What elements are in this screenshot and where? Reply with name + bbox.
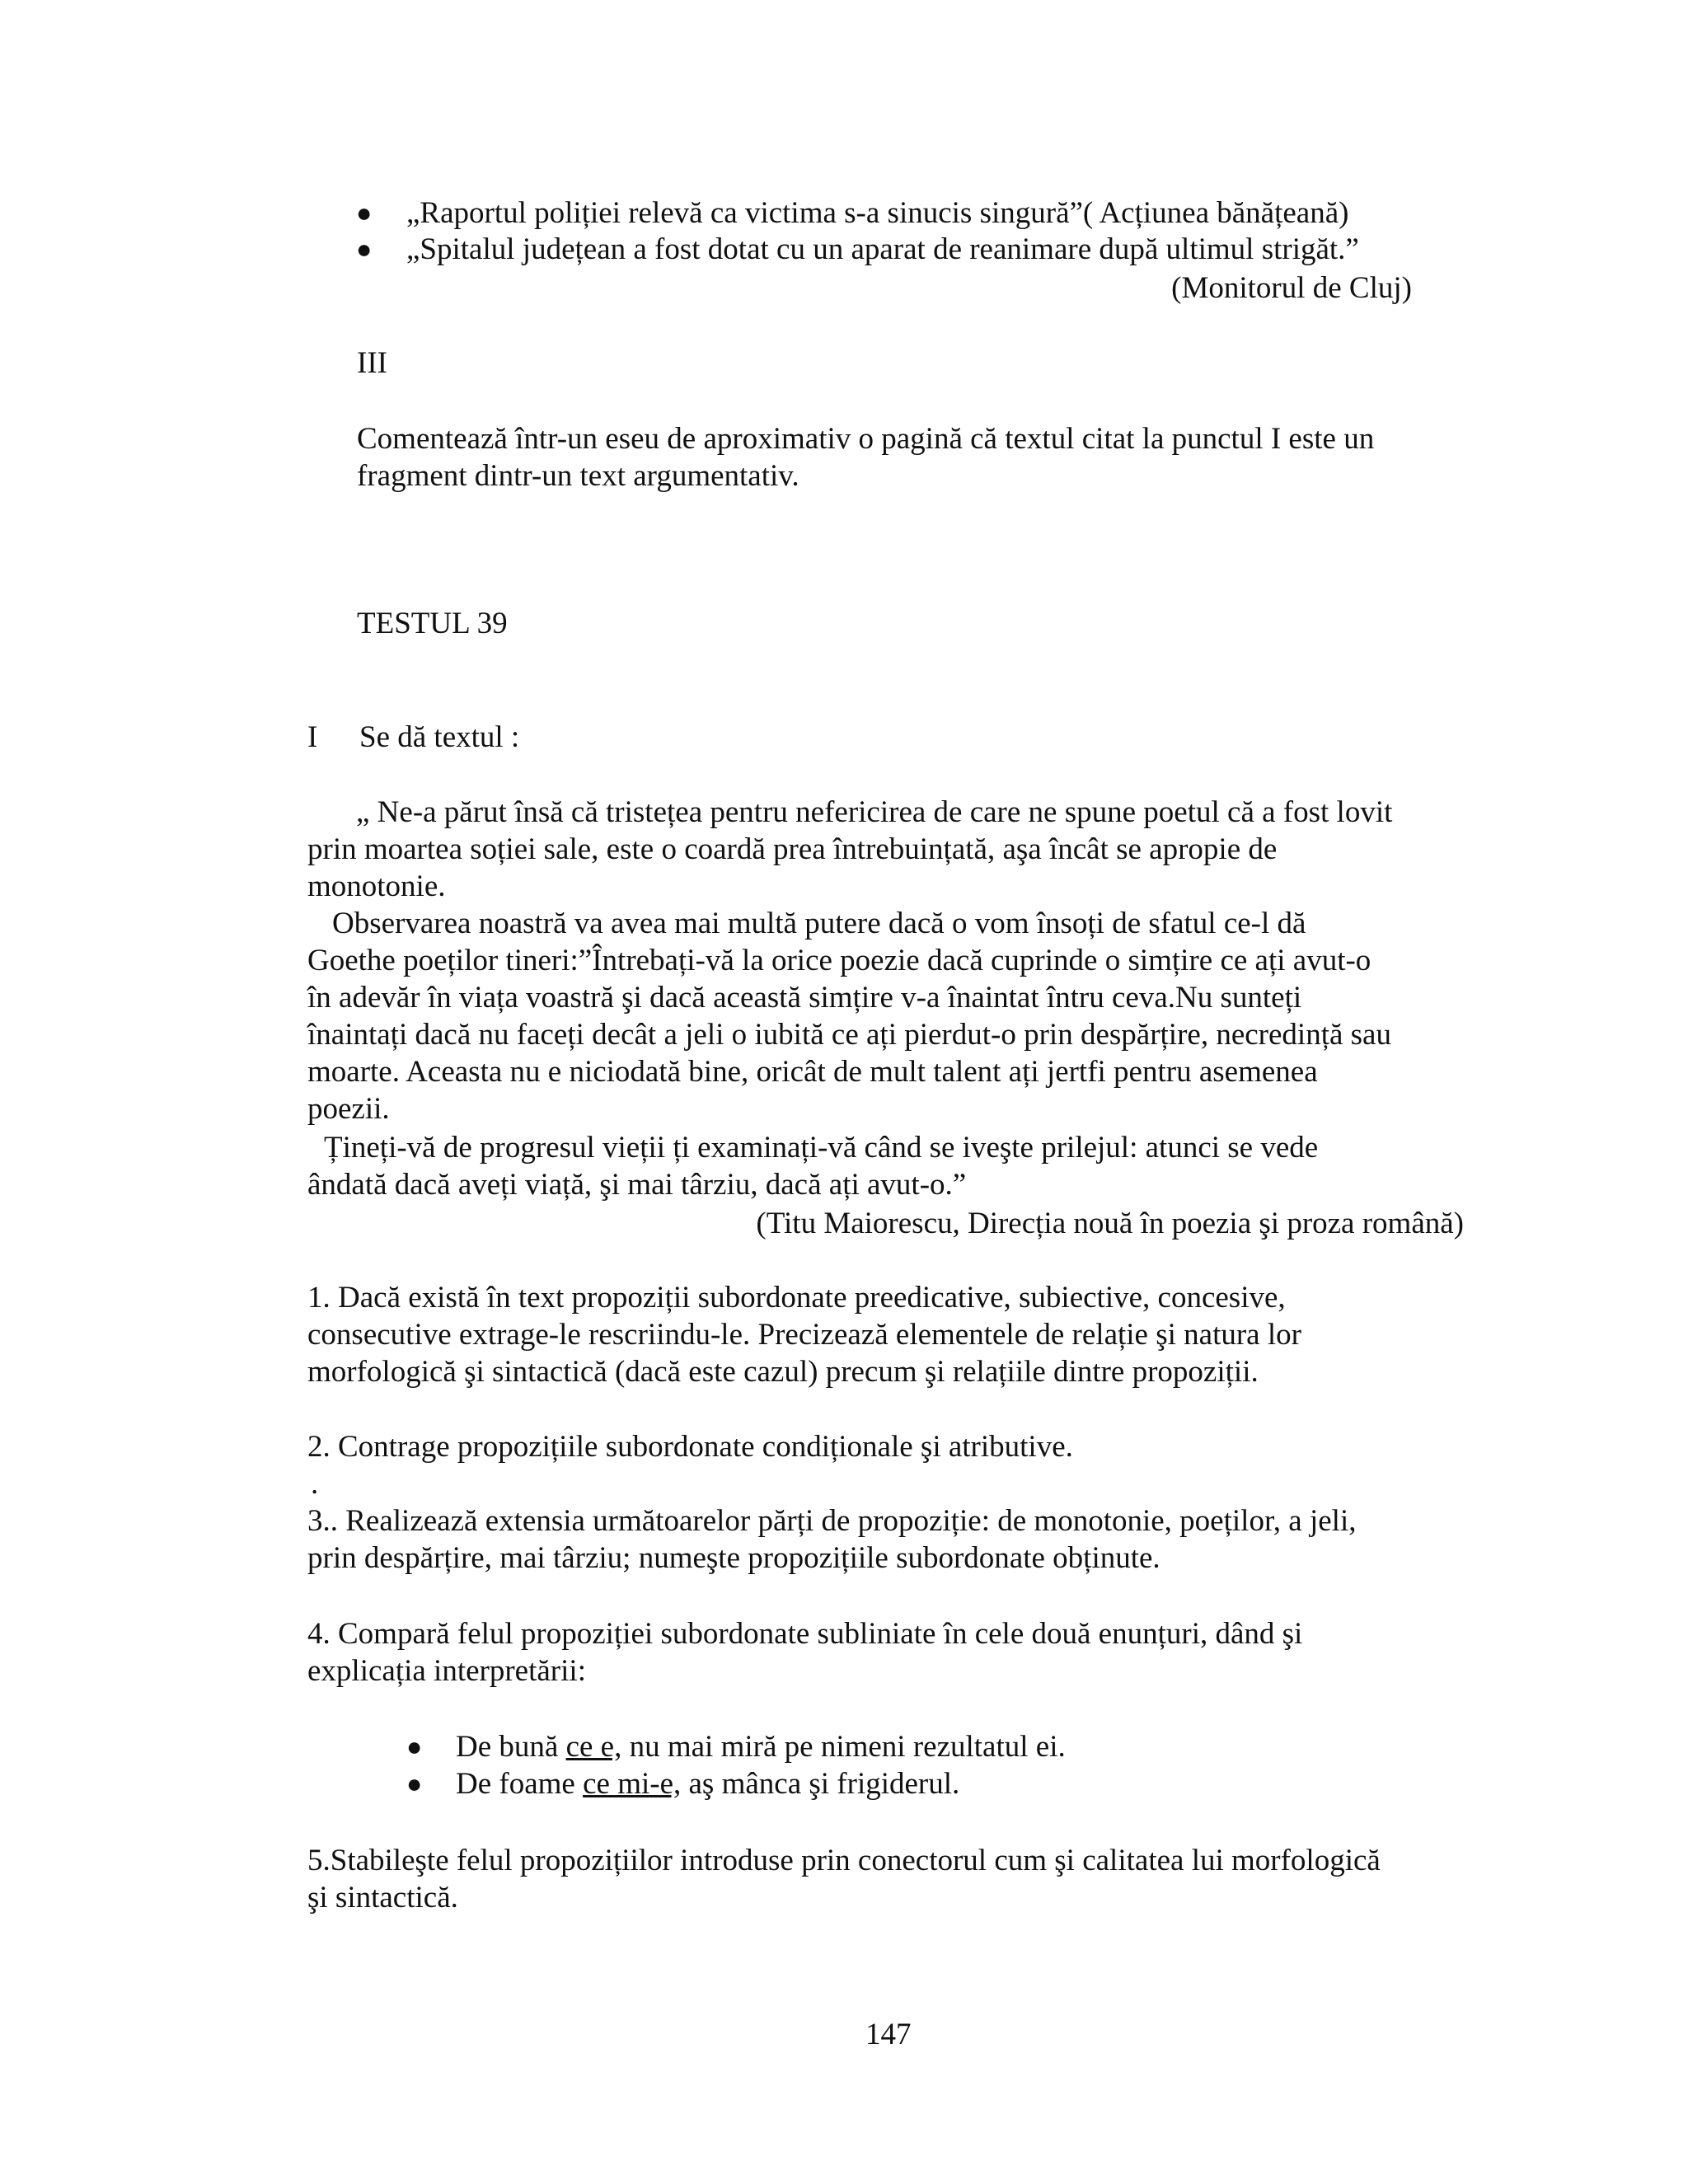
quote-line: ândată dacă aveți viață, şi mai târziu, dacă ați avut-o.” <box>307 1168 967 1202</box>
task-3-line: 3.. Realizează extensia următoarelor părți de propoziție: de monotonie, poeților, a jeli, <box>307 1504 1357 1538</box>
example-text: nu mai miră pe nimeni rezultatul ei. <box>621 1730 1066 1764</box>
task-1-line: consecutive extrage-le rescriindu-le. Precizează elementele de relație şi natura lor <box>307 1318 1301 1352</box>
quote-line: prin moartea soției sale, este o coardă prea întrebuințată, aşa încât se apropie de <box>307 832 1278 866</box>
example-text: De foame <box>456 1767 584 1801</box>
quote-line: moarte. Aceasta nu e niciodată bine, oricât de mult talent ați jertfi pentru asemenea <box>307 1055 1318 1089</box>
task-3-line: prin despărțire, mai târziu; numeşte propozițiile subordonate obținute. <box>307 1541 1160 1575</box>
quote-line: în adevăr în viața voastră şi dacă această simțire v-a înaintat întru ceva.Nu sunteți <box>307 981 1302 1015</box>
task-2-line: 2. Contrage propozițiile subordonate condiționale şi atributive. <box>307 1430 1073 1464</box>
section-i-numeral: I <box>307 720 318 754</box>
task-5-line: şi sintactică. <box>307 1881 458 1915</box>
bullet-marker: ● <box>356 198 373 227</box>
task-4-line: explicația interpretării: <box>307 1654 586 1688</box>
bullet-marker: ● <box>406 1769 423 1798</box>
example-text: De bună <box>456 1730 566 1764</box>
quote-line: înaintați dacă nu faceți decât a jeli o iubită ce ați pierdut-o prin despărțire, necredință sau <box>307 1018 1391 1052</box>
task-2-dot: . <box>311 1467 319 1501</box>
quote-line: Goethe poeților tineri:”Întrebați-vă la orice poezie dacă cuprinde o simțire ce ați avut-o <box>307 944 1372 977</box>
bullet-source: (Monitorul de Cluj) <box>1171 271 1412 305</box>
section-i-label: Se dă textul : <box>359 720 520 754</box>
test-title: TESTUL 39 <box>357 607 508 640</box>
task-4-example-2 <box>456 1765 959 1802</box>
underlined-clause: ce mi-e, <box>583 1767 682 1801</box>
task-1-line: 1. Dacă există în text propoziții subordonate preedicative, subiective, concesive, <box>307 1281 1286 1315</box>
bullet-marker: ● <box>406 1732 423 1761</box>
quote-line: Țineți-vă de progresul vieții ți examinați-vă când se iveşte prilejul: atunci se vede <box>324 1131 1319 1165</box>
section-iii-heading: III <box>357 346 387 380</box>
task-4-example-1 <box>456 1728 1066 1765</box>
page-number: 147 <box>865 2018 912 2051</box>
quote-source: (Titu Maiorescu, Direcția nouă în poezia şi proza română) <box>756 1207 1464 1240</box>
underlined-clause: ce e, <box>565 1730 622 1764</box>
quote-line: Observarea noastră va avea mai multă putere dacă o vom însoți de sfatul ce-l dă <box>332 907 1306 940</box>
task-5-line: 5.Stabileşte felul propozițiilor introduse prin conectorul cum şi calitatea lui morfologică <box>307 1844 1381 1877</box>
bullet-text-2: „Spitalul județean a fost dotat cu un aparat de reanimare după ultimul strigăt.” <box>406 232 1359 266</box>
quote-line: „ Ne-a părut însă că tristețea pentru nefericirea de care ne spune poetul că a fost lovit <box>356 795 1393 829</box>
bullet-marker: ● <box>356 234 373 264</box>
section-iii-line-1: Comentează într-un eseu de aproximativ o pagină că textul citat la punctul I este un <box>357 422 1375 456</box>
task-4-line: 4. Compară felul propoziției subordonate subliniate în cele două enunțuri, dând şi <box>307 1617 1303 1651</box>
bullet-text-1: „Raportul poliției relevă ca victima s-a sinucis singură”( Acțiunea bănățeană) <box>406 196 1349 230</box>
quote-line: poezii. <box>307 1092 390 1126</box>
section-iii-line-2: fragment dintr-un text argumentativ. <box>357 459 799 493</box>
quote-line: monotonie. <box>307 869 446 903</box>
example-text: aş mânca şi frigiderul. <box>681 1767 960 1801</box>
task-1-line: morfologică şi sintactică (dacă este cazul) precum şi relațiile dintre propoziții. <box>307 1355 1259 1389</box>
